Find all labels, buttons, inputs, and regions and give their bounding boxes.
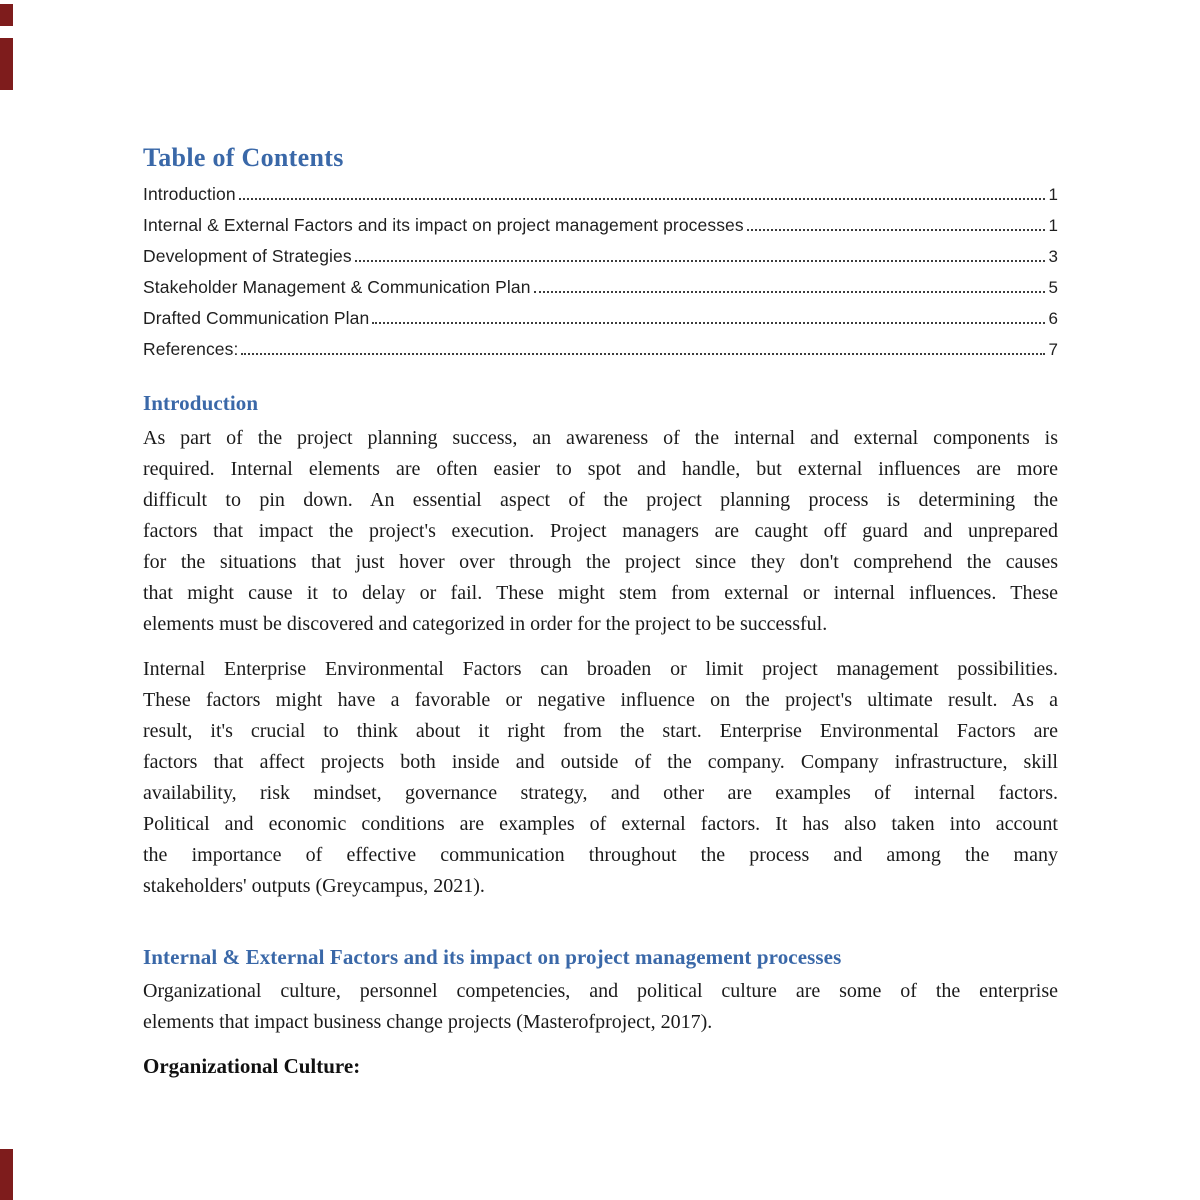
toc-page-number: 1 bbox=[1048, 216, 1058, 235]
paragraph-line: Internal Enterprise Environmental Factors can broaden or limit project management possibilities. bbox=[143, 658, 1058, 680]
paragraph-line: that might cause it to delay or fail. These might stem from external or internal influences. These bbox=[143, 582, 1058, 604]
toc-entry-label: Introduction bbox=[143, 184, 236, 204]
toc-title: Table of Contents bbox=[143, 143, 344, 172]
paragraph-line: stakeholders' outputs (Greycampus, 2021). bbox=[143, 875, 485, 897]
toc-dot-leader bbox=[534, 289, 1046, 293]
paragraph-line: factors that affect projects both inside and outside of the company. Company infrastructure, skill bbox=[143, 751, 1058, 773]
paragraph-line: These factors might have a favorable or negative influence on the project's ultimate result. As a bbox=[143, 689, 1058, 711]
paragraph-line: result, it's crucial to think about it right from the start. Enterprise Environmental Factors are bbox=[143, 720, 1058, 742]
paragraph-line: factors that impact the project's execution. Project managers are caught off guard and unprepared bbox=[143, 520, 1058, 542]
toc-dot-leader bbox=[355, 258, 1046, 262]
toc-dot-leader bbox=[239, 196, 1046, 200]
toc-dot-leader bbox=[241, 351, 1045, 355]
organizational-culture-label: Organizational Culture: bbox=[143, 1054, 361, 1078]
paragraph-line: Political and economic conditions are examples of external factors. It has also taken into account bbox=[143, 813, 1058, 835]
left-edge-mark-top bbox=[0, 4, 13, 26]
paragraph-line: the importance of effective communication throughout the process and among the many bbox=[143, 844, 1058, 866]
paragraph-line: for the situations that just hover over through the project since they don't comprehend the causes bbox=[143, 551, 1058, 573]
toc-page-number: 5 bbox=[1048, 278, 1058, 297]
toc-entry-references[interactable] bbox=[143, 334, 1058, 365]
toc-entry-label: Development of Strategies bbox=[143, 246, 352, 266]
toc-entry-drafted-communication-plan[interactable] bbox=[143, 303, 1058, 334]
paragraph-line: Organizational culture, personnel competencies, and political culture are some of the enterprise bbox=[143, 980, 1058, 1002]
section-heading-introduction: Introduction bbox=[143, 391, 259, 415]
paragraph-line: elements must be discovered and categorized in order for the project to be successful. bbox=[143, 613, 828, 635]
left-edge-mark-middle bbox=[0, 38, 13, 90]
toc-page-number: 1 bbox=[1048, 185, 1058, 204]
toc-page-number: 6 bbox=[1048, 309, 1058, 328]
toc-page-number: 3 bbox=[1048, 247, 1058, 266]
toc-page-number: 7 bbox=[1048, 340, 1058, 359]
document-content bbox=[143, 0, 1058, 1078]
toc-dot-leader bbox=[372, 320, 1045, 324]
paragraph-line: required. Internal elements are often easier to spot and handle, but external influences are more bbox=[143, 458, 1058, 480]
toc-entry-label: Drafted Communication Plan bbox=[143, 308, 370, 328]
toc-entry-development-of-strategies[interactable] bbox=[143, 241, 1058, 272]
toc-entry-label: Stakeholder Management & Communication Plan bbox=[143, 277, 531, 297]
toc-entry-introduction[interactable] bbox=[143, 179, 1058, 210]
toc-entry-internal-external-factors[interactable] bbox=[143, 210, 1058, 241]
paragraph-line: availability, risk mindset, governance strategy, and other are examples of internal factors. bbox=[143, 782, 1058, 804]
section-heading-internal-external-factors: Internal & External Factors and its impact on project management processes bbox=[143, 945, 842, 969]
paragraph-line: As part of the project planning success, an awareness of the internal and external components is bbox=[143, 427, 1058, 449]
toc-entry-label: Internal & External Factors and its impact on project management processes bbox=[143, 215, 744, 235]
toc-dot-leader bbox=[747, 227, 1046, 231]
paragraph-line: elements that impact business change projects (Masterofproject, 2017). bbox=[143, 1011, 713, 1033]
introduction-paragraph-1 bbox=[143, 423, 1058, 640]
left-edge-mark-bottom bbox=[0, 1149, 13, 1200]
factors-paragraph-1 bbox=[143, 976, 1058, 1038]
toc-entry-stakeholder-management[interactable] bbox=[143, 272, 1058, 303]
table-of-contents bbox=[143, 179, 1058, 365]
paragraph-line: difficult to pin down. An essential aspect of the project planning process is determining the bbox=[143, 489, 1058, 511]
introduction-paragraph-2 bbox=[143, 654, 1058, 902]
toc-entry-label: References: bbox=[143, 339, 239, 359]
